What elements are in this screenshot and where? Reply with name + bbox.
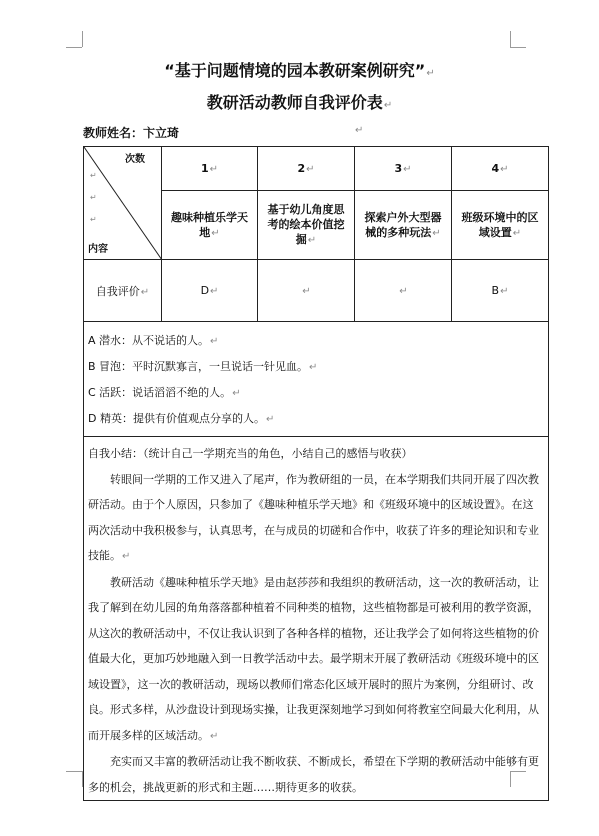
summary-title: 自我小结：（统计自己一学期充当的角色，小结自己的感悟与收获） xyxy=(88,447,413,460)
header-count-label: 次数 xyxy=(125,154,145,165)
crop-mark xyxy=(510,47,526,48)
role-legend xyxy=(84,322,549,437)
paragraph-mark: ↵ xyxy=(90,215,97,224)
crop-mark xyxy=(82,31,83,47)
document-subtitle: 教研活动教师自我评价表↵ xyxy=(206,93,393,112)
crop-mark xyxy=(66,47,82,48)
summary-paragraph: 转眼间一学期的工作又进入了尾声，作为教研组的一员，在本学期我们共同开展了四次教研活动。由于个人原因，只参加了《趣味种植乐学天地》和《班级环境中的区域设置》。在这两次活动中我积极参与，认真思考，在与成员的切磋和合作中，收获了许多的理论知识和专业技能。↵ xyxy=(88,472,539,562)
document-title: “基于问题情境的园本教研案例研究”↵ xyxy=(164,61,435,80)
header-content-label: 内容 xyxy=(88,244,108,255)
paragraph-mark: ↵ xyxy=(90,171,97,180)
topic-cell-3: 探索户外大型器械的多种玩法↵ xyxy=(355,191,452,260)
summary-paragraph: 教研活动《趣味种植乐学天地》是由赵莎莎和我组织的教研活动，这一次的教研活动，让我了解到在幼儿园的角角落落都种植着不同种类的植物，这些植物都是可被利用的教学资源，从这次的教研活动中，不仅让我认识到了各种各样的植物，还让我学会了如何将这些植物的价值最大化，更加巧妙地融入到一日教学活动中去。最学期末开展了教研活动《班级环境中的区域设置》，这一次的教研活动，现场以教师们常态化区域开展时的照片为案例，分组研讨、改良。形式多样，从沙盘设计到现场实操，让我更深刻地学习到如何将教室空间最大化利用，从而开展多样的区域活动。↵ xyxy=(88,575,539,742)
legend-item: B 冒泡：平时沉默寡言，一旦说话一针见血。↵ xyxy=(88,360,318,373)
summary-section xyxy=(84,437,549,801)
grade-cell-4: B↵ xyxy=(452,260,549,322)
summary-paragraph: 充实而又丰富的教研活动让我不断收获、不断成长，希望在下学期的教研活动中能够有更多的机会，挑战更新的形式和主题……期待更多的收获。 xyxy=(88,755,539,794)
teacher-name: 卞立琦 xyxy=(143,126,180,140)
topic-cell-1: 趣味种植乐学天地↵ xyxy=(162,191,258,260)
legend-item: D 精英：提供有价值观点分享的人。↵ xyxy=(88,412,275,425)
self-eval-label: 自我评价↵ xyxy=(84,260,162,322)
column-number-2: 2↵ xyxy=(258,147,355,191)
teacher-name-line: 教师姓名：卞立琦 ↵ xyxy=(83,125,364,140)
grade-cell-1: D↵ xyxy=(162,260,258,322)
column-number-1: 1↵ xyxy=(162,147,258,191)
legend-item: A 潜水：从不说话的人。↵ xyxy=(88,334,219,347)
crop-mark xyxy=(510,31,511,47)
column-number-3: 3↵ xyxy=(355,147,452,191)
crop-mark xyxy=(66,771,82,772)
legend-item: C 活跃：说话滔滔不绝的人。↵ xyxy=(88,386,241,399)
evaluation-table xyxy=(83,146,549,801)
topic-cell-2: 基于幼儿角度思考的绘本价值挖掘↵ xyxy=(258,191,355,260)
paragraph-mark: ↵ xyxy=(90,193,97,202)
topic-cell-4: 班级环境中的区域设置↵ xyxy=(452,191,549,260)
column-number-4: 4↵ xyxy=(452,147,549,191)
header-corner-cell xyxy=(84,147,162,260)
teacher-label: 教师姓名： xyxy=(83,126,144,140)
grade-cell-3: ↵ xyxy=(355,260,452,322)
grade-cell-2: ↵ xyxy=(258,260,355,322)
